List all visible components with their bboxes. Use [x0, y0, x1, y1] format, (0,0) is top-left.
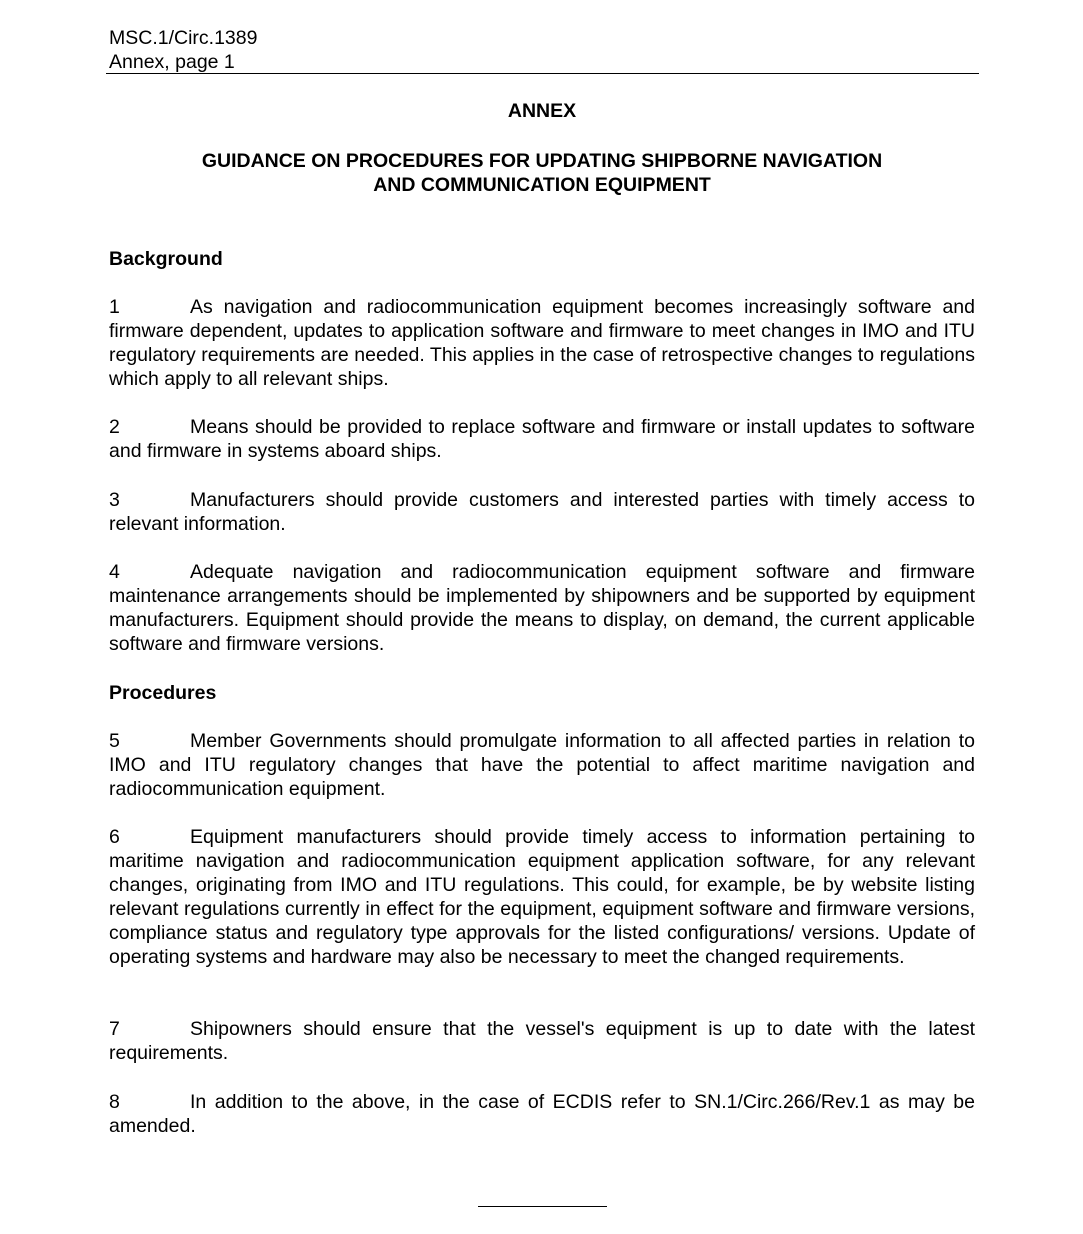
- paragraph-text: Manufacturers should provide customers and interested parties with timely access to relevant information.: [109, 489, 975, 535]
- paragraph-text: Shipowners should ensure that the vessel's equipment is up to date with the latest requirements.: [109, 1018, 975, 1064]
- paragraph-2: [109, 415, 975, 463]
- header-rule: [106, 73, 979, 74]
- paragraph-number: 1: [109, 296, 120, 318]
- paragraph-8: [109, 1090, 975, 1138]
- paragraph-text: Means should be provided to replace software and firmware or install updates to software and firmware in systems aboard ships.: [109, 416, 975, 462]
- paragraph-1: [109, 295, 975, 391]
- section-heading-background: Background: [109, 248, 223, 270]
- paragraph-number: 6: [109, 826, 120, 848]
- paragraph-text: Adequate navigation and radiocommunication equipment software and firmware maintenance arrangements should be implemented by shipowners and be supported by equipment manufacturers. Equipment should provide the means to display, on demand, the current applicable software and firmware versions.: [109, 561, 975, 655]
- paragraph-text: As navigation and radiocommunication equipment becomes increasingly software and firmware dependent, updates to application software and firmware to meet changes in IMO and ITU regulatory requirements are needed. This applies in the case of retrospective changes to regulations which apply to all relevant ships.: [109, 296, 975, 390]
- paragraph-number: 4: [109, 561, 120, 583]
- paragraph-7: [109, 1017, 975, 1065]
- page-header: [109, 26, 979, 74]
- paragraph-3: [109, 488, 975, 536]
- document-title-line-2: AND COMMUNICATION EQUIPMENT: [373, 174, 711, 196]
- section-heading-procedures: Procedures: [109, 682, 217, 704]
- page-reference: Annex, page 1: [109, 51, 235, 73]
- document-reference: MSC.1/Circ.1389: [109, 27, 258, 49]
- paragraph-6: [109, 825, 975, 969]
- paragraph-number: 7: [109, 1018, 120, 1040]
- paragraph-text: Equipment manufacturers should provide timely access to information pertaining to maritime navigation and radiocommunication equipment application software, for any relevant changes, originating from IMO and ITU regulations. This could, for example, be by website listing relevant regulations currently in effect for the equipment, equipment software and firmware versions, compliance status and regulatory type approvals for the listed configurations/ versions. Update of operating systems and hardware may also be necessary to meet the changed requirements.: [109, 826, 975, 968]
- document-title-line-1: GUIDANCE ON PROCEDURES FOR UPDATING SHIPBORNE NAVIGATION: [201, 150, 883, 172]
- paragraph-4: [109, 560, 975, 656]
- paragraph-number: 5: [109, 730, 120, 752]
- footer-rule: [478, 1206, 607, 1207]
- paragraph-number: 3: [109, 489, 120, 511]
- paragraph-number: 2: [109, 416, 120, 438]
- paragraph-text: Member Governments should promulgate information to all affected parties in relation to IMO and ITU regulatory changes that have the potential to affect maritime navigation and radiocommunication equipment.: [109, 730, 975, 800]
- annex-label: ANNEX: [507, 100, 577, 122]
- document-title: [109, 149, 975, 197]
- paragraph-number: 8: [109, 1091, 120, 1113]
- paragraph-text: In addition to the above, in the case of ECDIS refer to SN.1/Circ.266/Rev.1 as may be amended.: [109, 1091, 975, 1137]
- paragraph-5: [109, 729, 975, 801]
